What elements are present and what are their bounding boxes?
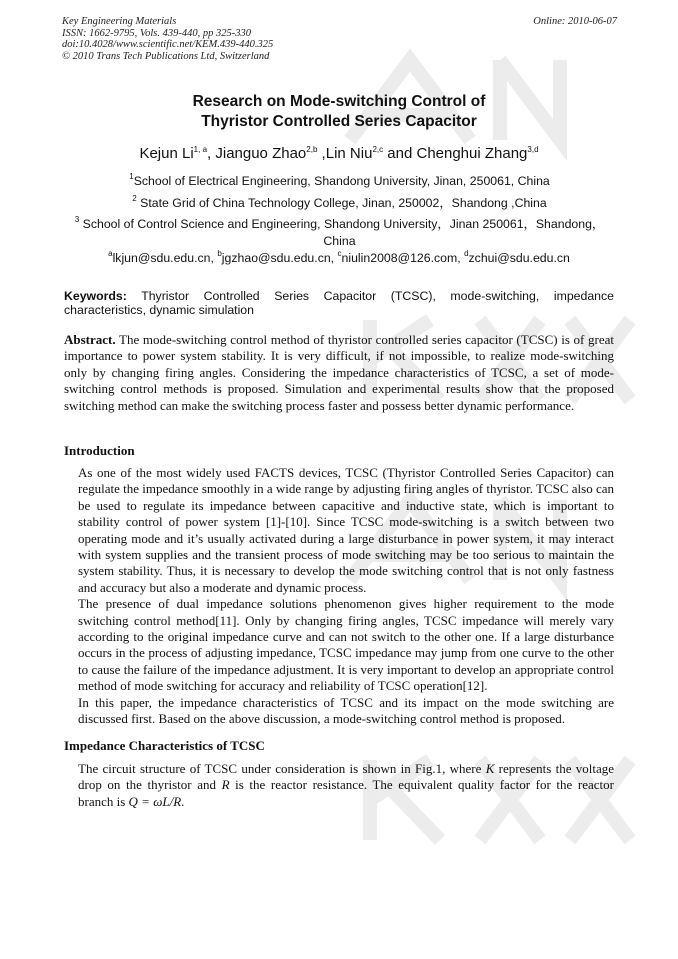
author-sep: , [317,145,326,162]
imp-text-c: is the reactor resistance. The equivalent quality factor for the reactor branch is [78,777,614,809]
author-name: Jianguo Zhao [215,145,307,162]
email-sup: a [108,249,113,258]
imp-text-a: The circuit structure of TCSC under consideration is shown in Fig.1, where [78,761,486,776]
author-list [0,145,678,162]
affil-text: State Grid of China Technology College, Jinan, 250002，Shandong ,China [136,196,547,210]
email-sup: c [337,249,342,258]
intro-paragraph-1: As one of the most widely used FACTS devices, TCSC (Thyristor Controlled Series Capacitor) can regulate the impedance smoothly in a wide range by adjusting firing angles of thyristor. TCSC also can be used to regulate its impedance between capacitive and inductive state, which is important to stability control of power system [1]-[10]. Since TCSC mode-switching is a switch between two operating mode and it’s usually activated during a large disturbance in power system, it may interact with system supplies and the transient process of mode switching may be too serious to maintain the system stability. Thus, it is necessary to develop the mode switching control that is not only fastness and accuracy but also a moderate and dynamic process. [78,465,614,595]
issn-line: ISSN: 1662-9795, Vols. 439-440, pp 325-330 [62,27,251,39]
author-sup: 2,b [306,145,318,154]
keywords-text: Thyristor Controlled Series Capacitor (TCSC), mode-switching, impedance characteristics, dynamic simulation [64,289,614,317]
copyright-line: © 2010 Trans Tech Publications Ltd, Switzerland [62,50,270,62]
abstract [64,332,614,414]
author-sup: 3,d [527,145,539,154]
introduction-body [64,465,614,728]
section-heading-introduction: Introduction [64,443,135,458]
imp-text-d: . [181,793,185,809]
paper-title [0,92,678,132]
publication-header [62,16,617,62]
section-heading-impedance: Impedance Characteristics of TCSC [64,738,265,753]
email-text: lkjun@sdu.edu.cn, [112,251,218,265]
title-line-2: Thyristor Controlled Series Capacitor [201,113,477,130]
doi-line: doi:10.4028/www.scientific.net/KEM.439-440.325 [62,39,274,51]
email-sup: d [464,249,469,258]
abstract-text: The mode-switching control method of thyristor controlled series capacitor (TCSC) is of great importance to power system stability. It is very difficult, if not impossible, to realize mode-switching only by changing firing angles. Considering the impedance characteristics of TCSC, a set of mode-switching control methods is proposed. Simulation and experimental results show that the proposed switching method can make the switching process faster and possess better dynamic performance. [64,332,614,413]
email-text: zchui@sdu.edu.cn [468,251,570,265]
impedance-body [64,761,614,810]
affiliation-2 [62,190,617,212]
affil-text: School of Control Science and Engineering, Shandong University，Jinan 250061，Shandong，China [79,217,605,248]
intro-paragraph-2: The presence of dual impedance solutions phenomenon gives higher requirement to the mode switching control method[11]. Only by changing firing angles, TCSC impedance will merely vary according to the original impedance curve and can not switch to the other one. If a large disturbance occurs in the process of adjusting impedance, TCSC impedance may jump from one curve to the other to cause the failure of the impedance adjustment. It is very important to develop an appropriate control method of mode switching for accuracy and reliability of TCSC operation[12]. [78,596,614,694]
impedance-paragraph-1 [64,761,614,810]
affiliation-3 [62,211,617,250]
keywords-label: Keywords: [64,289,127,303]
email-list [0,249,678,265]
author-sup: 2,c [372,145,384,154]
keywords [64,289,614,317]
email-text: niulin2008@126.com, [341,251,465,265]
author-name: Chenghui Zhang [416,145,528,162]
abstract-label: Abstract. [64,332,116,347]
author-name: Kejun Li [139,145,194,162]
affiliation-1 [62,168,617,190]
author-sep: , [207,145,216,162]
intro-paragraph-3: In this paper, the impedance characteristics of TCSC and its impact on the mode switching are discussed first. Based on the above discussion, a mode-switching control method is proposed. [78,694,614,727]
email-sup: b [217,249,222,258]
author-name: Lin Niu [325,145,373,162]
affil-sup: 2 [132,194,137,203]
imp-text-b: represents the voltage drop on the thyristor and [78,761,615,793]
affil-sup: 3 [74,215,80,224]
author-sep: and [383,145,417,162]
affil-text: School of Electrical Engineering, Shandong University, Jinan, 250061, China [133,174,550,188]
email-text: jgzhao@sdu.edu.cn, [221,251,338,265]
symbol-k: K [485,761,495,776]
author-sup: 1, a [193,145,208,154]
journal-name: Key Engineering Materials [62,16,177,27]
title-line-1: Research on Mode-switching Control of [192,93,486,110]
quality-factor-equation: Q = ωL/R [128,793,182,809]
affil-sup: 1 [129,172,134,181]
online-date: Online: 2010-06-07 [533,16,617,27]
symbol-r: R [221,777,230,793]
